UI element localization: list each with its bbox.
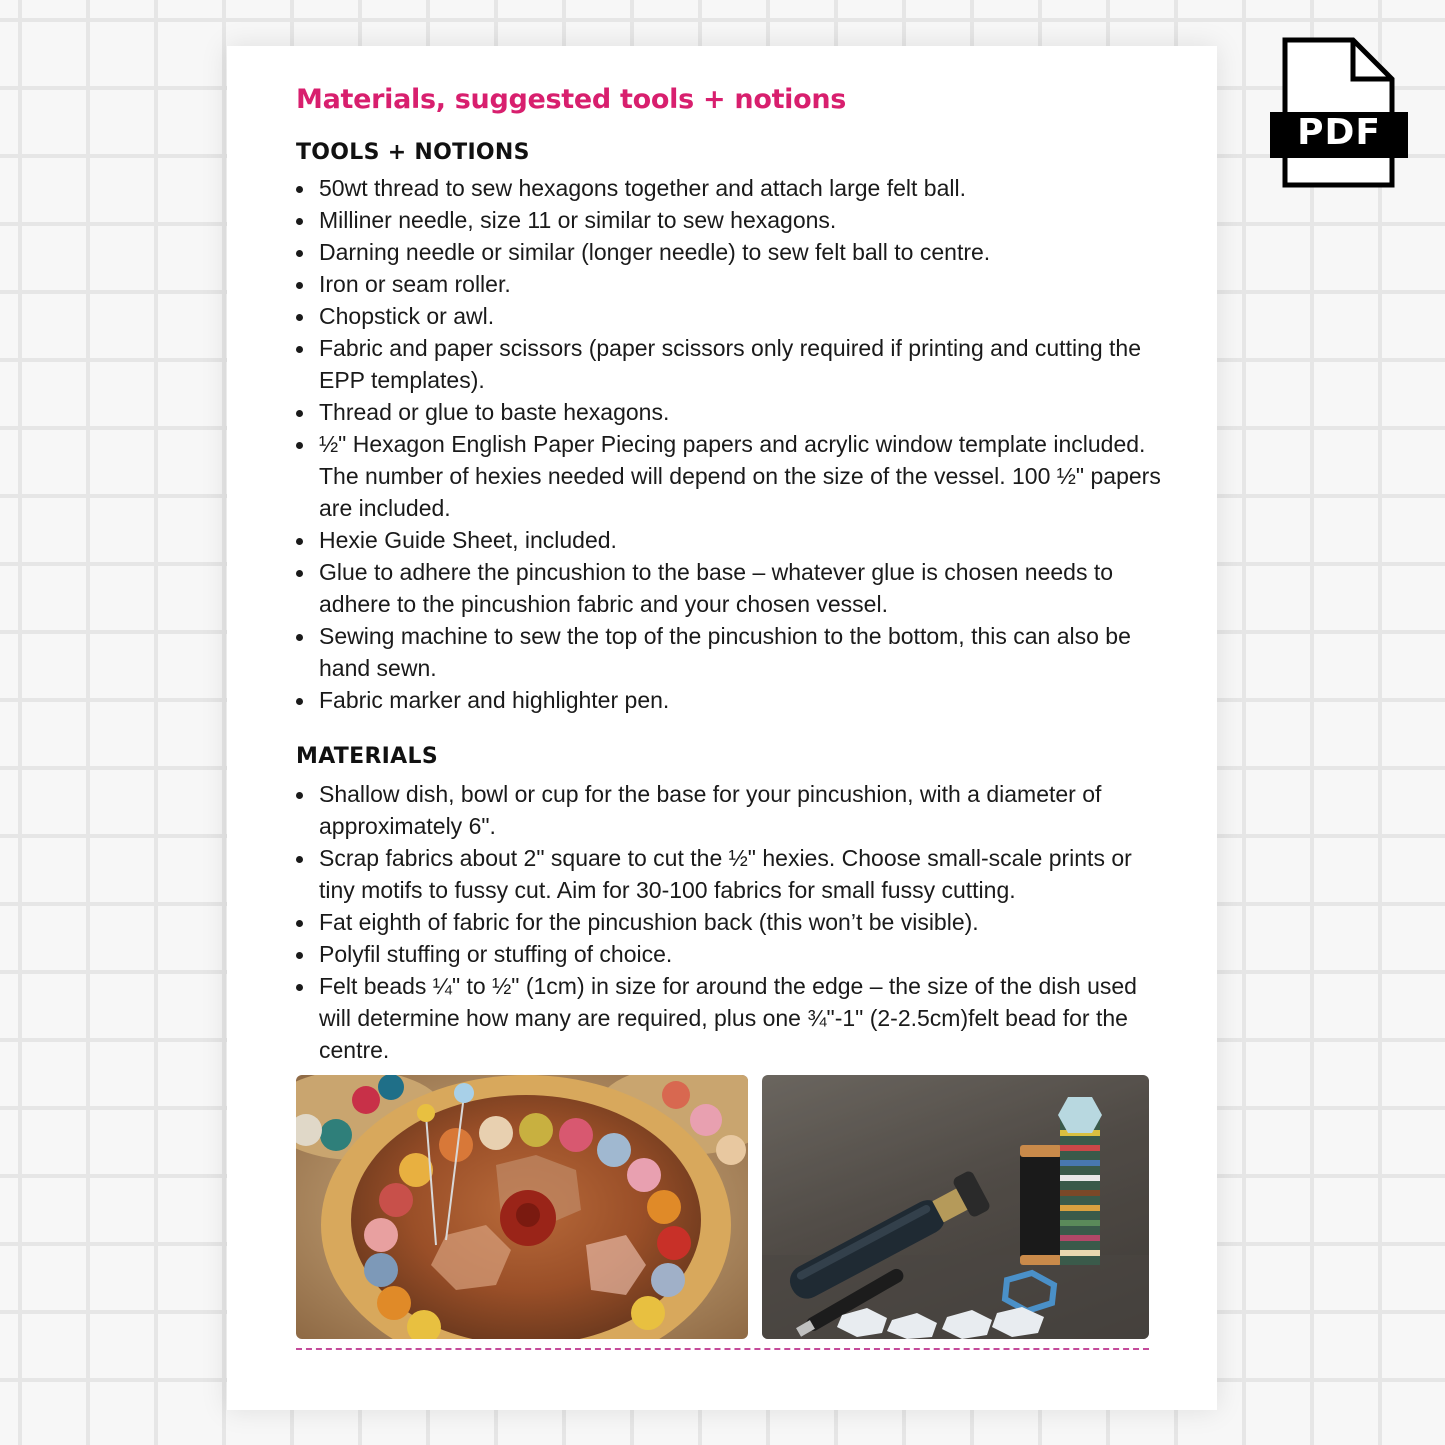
list-item: Sewing machine to sew the top of the pincushion to the bottom, this can also be hand sewn. bbox=[296, 620, 1166, 684]
pincushion-photo bbox=[296, 1075, 748, 1339]
pdf-label: PDF bbox=[1297, 112, 1381, 153]
list-item: Shallow dish, bowl or cup for the base for your pincushion, with a diameter of approximately 6". bbox=[296, 778, 1166, 842]
list-item: Felt beads ¼" to ½" (1cm) in size for around the edge – the size of the dish used will determine how many are required, plus one ¾"-1" (2-2.5cm)felt bead for the centre. bbox=[296, 970, 1166, 1066]
list-item: Fat eighth of fabric for the pincushion back (this won’t be visible). bbox=[296, 906, 1166, 938]
list-item: 50wt thread to sew hexagons together and attach large felt ball. bbox=[296, 172, 1166, 204]
tools-heading: TOOLS + NOTIONS bbox=[296, 140, 530, 165]
tools-list bbox=[296, 172, 1166, 716]
list-item: Milliner needle, size 11 or similar to sew hexagons. bbox=[296, 204, 1166, 236]
dashed-divider bbox=[296, 1348, 1149, 1350]
list-item: Fabric and paper scissors (paper scissors only required if printing and cutting the EPP templates). bbox=[296, 332, 1166, 396]
list-item: Darning needle or similar (longer needle) to sew felt ball to centre. bbox=[296, 236, 1166, 268]
list-item: Fabric marker and highlighter pen. bbox=[296, 684, 1166, 716]
list-item: Glue to adhere the pincushion to the base – whatever glue is chosen needs to adhere to the pincushion fabric and your chosen vessel. bbox=[296, 556, 1166, 620]
list-item: Chopstick or awl. bbox=[296, 300, 1166, 332]
list-item: ½" Hexagon English Paper Piecing papers and acrylic window template included. The number of hexies needed will depend on the size of the vessel. 100 ½" papers are included. bbox=[296, 428, 1166, 524]
materials-list bbox=[296, 778, 1166, 1066]
pdf-file-icon bbox=[1268, 37, 1410, 189]
tools-photo bbox=[762, 1075, 1149, 1339]
list-item: Hexie Guide Sheet, included. bbox=[296, 524, 1166, 556]
list-item: Scrap fabrics about 2" square to cut the ½" hexies. Choose small-scale prints or tiny motifs to fussy cut. Aim for 30-100 fabrics for small fussy cutting. bbox=[296, 842, 1166, 906]
document-page bbox=[227, 46, 1217, 1410]
list-item: Polyfil stuffing or stuffing of choice. bbox=[296, 938, 1166, 970]
list-item: Thread or glue to baste hexagons. bbox=[296, 396, 1166, 428]
page-title: Materials, suggested tools + notions bbox=[296, 84, 847, 115]
list-item: Iron or seam roller. bbox=[296, 268, 1166, 300]
materials-heading: MATERIALS bbox=[296, 744, 438, 769]
